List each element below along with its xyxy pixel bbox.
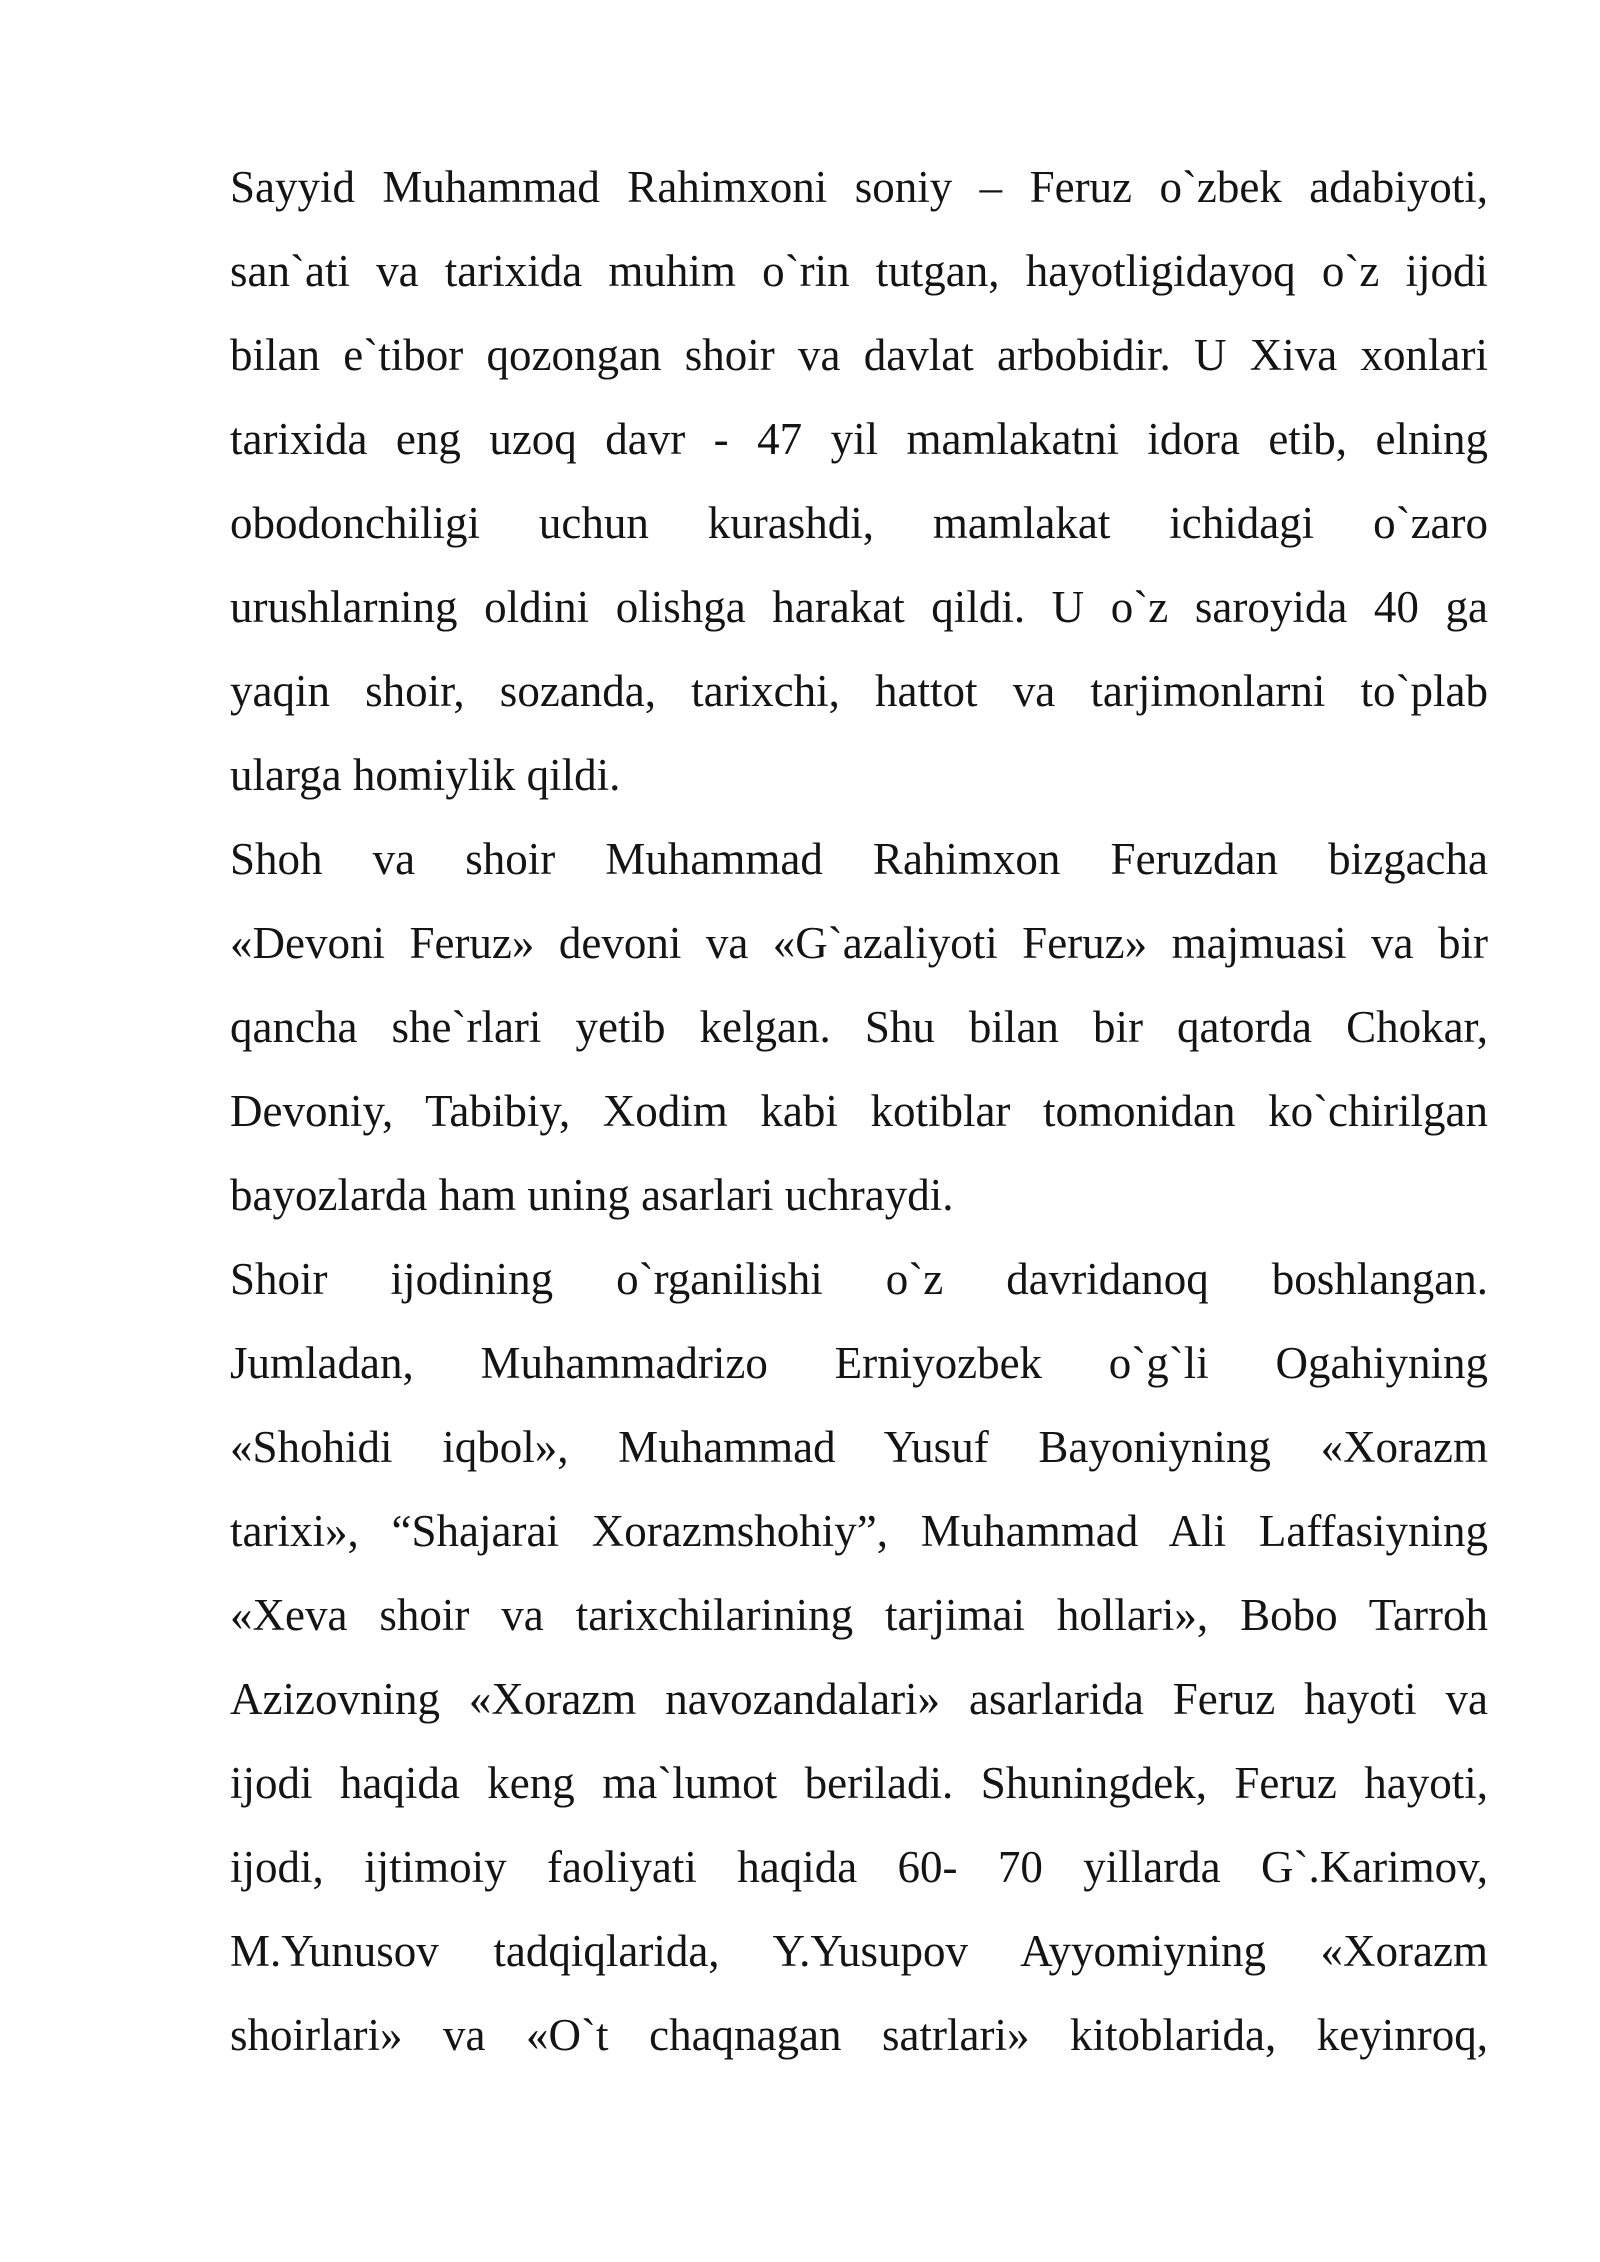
text-line: yaqin shoir, sozanda, tarixchi, hattot va tarjimonlarni to`plab (230, 666, 1488, 716)
text-line: urushlarning oldini olishga harakat qildi. U o`z saroyida 40 ga (230, 582, 1488, 632)
text-line: Azizovning «Xorazm navozandalari» asarlarida Feruz hayoti va (230, 1674, 1488, 1724)
text-line: tarixi», “Shajarai Xorazmshohiy”, Muhammad Ali Laffasiyning (230, 1506, 1488, 1556)
text-line: ijodi, ijtimoiy faoliyati haqida 60- 70 yillarda G`.Karimov, (230, 1842, 1488, 1892)
text-line: Sayyid Muhammad Rahimxoni soniy – Feruz o`zbek adabiyoti, (230, 162, 1488, 212)
paragraph-3 (230, 1237, 1488, 2077)
text-line: «Devoni Feruz» devoni va «G`azaliyoti Feruz» majmuasi va bir (230, 918, 1488, 968)
paragraph-1 (230, 145, 1488, 817)
text-line: «Xeva shoir va tarixchilarining tarjimai hollari», Bobo Tarroh (230, 1590, 1488, 1640)
text-line: qancha she`rlari yetib kelgan. Shu bilan bir qatorda Chokar, (230, 1002, 1488, 1052)
text-line: Jumladan, Muhammadrizo Erniyozbek o`g`li Ogahiyning (230, 1338, 1488, 1388)
text-line: obodonchiligi uchun kurashdi, mamlakat ichidagi o`zaro (230, 498, 1488, 548)
text-line: bayozlarda ham uning asarlari uchraydi. (230, 1170, 954, 1220)
text-line: ijodi haqida keng ma`lumot beriladi. Shuningdek, Feruz hayoti, (230, 1758, 1488, 1808)
text-line: M.Yunusov tadqiqlarida, Y.Yusupov Ayyomiyning «Xorazm (230, 1926, 1488, 1976)
text-line: san`ati va tarixida muhim o`rin tutgan, hayotligidayoq o`z ijodi (230, 246, 1488, 296)
text-line: Shoh va shoir Muhammad Rahimxon Feruzdan bizgacha (230, 834, 1488, 884)
paragraph-2 (230, 817, 1488, 1237)
text-line: shoirlari» va «O`t chaqnagan satrlari» kitoblarida, keyinroq, (230, 2010, 1488, 2060)
text-line: Shoir ijodining o`rganilishi o`z davridanoq boshlangan. (230, 1254, 1488, 1304)
text-line: tarixida eng uzoq davr - 47 yil mamlakatni idora etib, elning (230, 414, 1488, 464)
text-line: «Shohidi iqbol», Muhammad Yusuf Bayoniyning «Xorazm (230, 1422, 1488, 1472)
text-line: ularga homiylik qildi. (230, 750, 621, 800)
body-text (230, 145, 1488, 2077)
text-line: Devoniy, Tabibiy, Xodim kabi kotiblar tomonidan ko`chirilgan (230, 1086, 1488, 1136)
text-line: bilan e`tibor qozongan shoir va davlat arbobidir. U Xiva xonlari (230, 330, 1488, 380)
